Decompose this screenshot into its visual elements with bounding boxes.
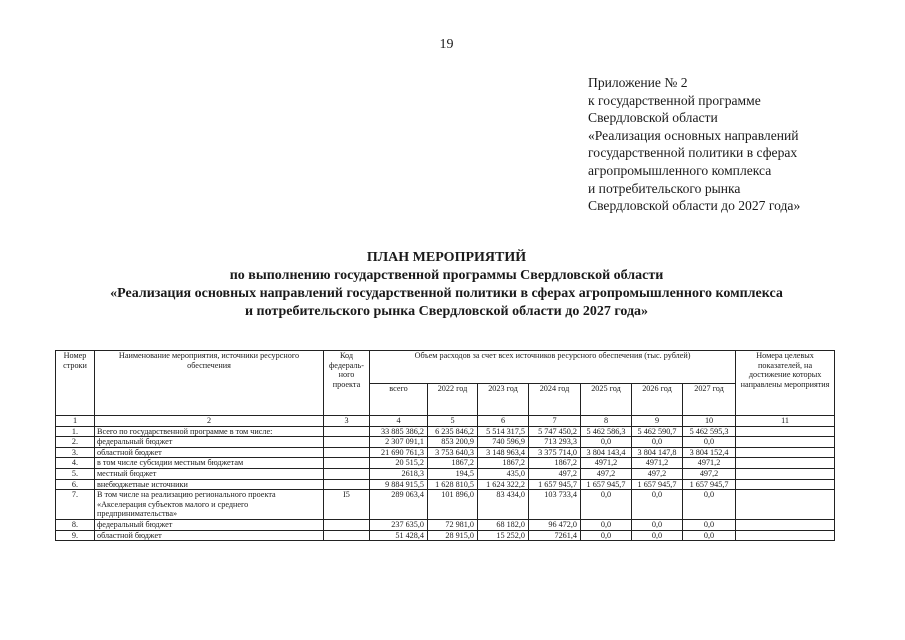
row-value-cell: 0,0	[581, 530, 632, 541]
row-value-cell: 96 472,0	[529, 519, 581, 530]
row-value-cell: 15 252,0	[478, 530, 529, 541]
row-code-cell	[324, 530, 370, 541]
row-code-cell	[324, 468, 370, 479]
plan-table-body	[56, 426, 835, 541]
row-value-cell: 0,0	[632, 530, 683, 541]
column-number: 6	[478, 416, 529, 427]
row-number-cell: 8.	[56, 519, 95, 530]
title-line: по выполнению государственной программы Свердловской области	[229, 268, 664, 283]
row-value-cell: 3 804 152,4	[683, 447, 736, 458]
header-year: 2022 год	[428, 383, 478, 416]
appendix-note	[588, 74, 893, 215]
row-value-cell: 1 657 945,7	[581, 479, 632, 490]
row-total-cell: 33 885 386,2	[370, 426, 428, 437]
header-volume-group: Объем расходов за счет всех источников ресурсного обеспечения (тыс. рублей)	[370, 351, 736, 384]
row-name-cell: федеральный бюджет	[95, 519, 324, 530]
appendix-line: агропромышленного комплекса	[588, 162, 772, 178]
row-value-cell: 83 434,0	[478, 490, 529, 520]
row-targets-cell	[736, 458, 835, 469]
row-targets-cell	[736, 468, 835, 479]
row-targets-cell	[736, 519, 835, 530]
table-row	[56, 530, 835, 541]
row-value-cell: 740 596,9	[478, 437, 529, 448]
row-name-cell: областной бюджет	[95, 530, 324, 541]
row-value-cell: 3 753 640,3	[428, 447, 478, 458]
row-value-cell: 0,0	[581, 490, 632, 520]
row-name-cell: внебюджетные источники	[95, 479, 324, 490]
row-value-cell: 4971,2	[581, 458, 632, 469]
row-value-cell: 0,0	[632, 437, 683, 448]
row-value-cell: 1 657 945,7	[632, 479, 683, 490]
row-value-cell: 68 182,0	[478, 519, 529, 530]
row-value-cell: 72 981,0	[428, 519, 478, 530]
column-number: 3	[324, 416, 370, 427]
column-number: 8	[581, 416, 632, 427]
appendix-line: государственной политики в сферах	[588, 145, 798, 161]
row-number-cell: 7.	[56, 490, 95, 520]
plan-table	[55, 350, 835, 541]
column-number: 5	[428, 416, 478, 427]
table-row	[56, 458, 835, 469]
header-code: Код федераль-ного проекта	[324, 351, 370, 416]
row-value-cell: 1867,2	[529, 458, 581, 469]
row-value-cell: 4971,2	[632, 458, 683, 469]
row-value-cell: 1867,2	[478, 458, 529, 469]
row-value-cell: 497,2	[529, 468, 581, 479]
row-value-cell: 0,0	[683, 490, 736, 520]
header-year: 2026 год	[632, 383, 683, 416]
row-value-cell: 28 915,0	[428, 530, 478, 541]
appendix-line: Свердловской области	[588, 110, 718, 126]
table-row	[56, 468, 835, 479]
row-code-cell	[324, 447, 370, 458]
row-total-cell: 2618,3	[370, 468, 428, 479]
row-value-cell: 0,0	[632, 519, 683, 530]
row-value-cell: 101 896,0	[428, 490, 478, 520]
row-value-cell: 0,0	[581, 437, 632, 448]
row-name-cell: местный бюджет	[95, 468, 324, 479]
header-total: всего	[370, 383, 428, 416]
row-value-cell: 3 148 963,4	[478, 447, 529, 458]
column-number: 4	[370, 416, 428, 427]
table-row	[56, 447, 835, 458]
row-value-cell: 1 657 945,7	[529, 479, 581, 490]
row-number-cell: 6.	[56, 479, 95, 490]
table-row	[56, 479, 835, 490]
row-number-cell: 3.	[56, 447, 95, 458]
row-value-cell: 5 462 590,7	[632, 426, 683, 437]
row-value-cell: 1 657 945,7	[683, 479, 736, 490]
row-value-cell: 3 804 143,4	[581, 447, 632, 458]
row-number-cell: 4.	[56, 458, 95, 469]
column-number: 1	[56, 416, 95, 427]
row-targets-cell	[736, 530, 835, 541]
column-number: 10	[683, 416, 736, 427]
row-targets-cell	[736, 437, 835, 448]
row-value-cell: 0,0	[683, 519, 736, 530]
plan-title	[0, 249, 893, 321]
row-number-cell: 2.	[56, 437, 95, 448]
row-code-cell	[324, 437, 370, 448]
table-row	[56, 490, 835, 520]
row-total-cell: 20 515,2	[370, 458, 428, 469]
title-line: «Реализация основных направлений государственной политики в сферах агропромышленного комплекса	[110, 286, 783, 301]
row-value-cell: 1867,2	[428, 458, 478, 469]
row-value-cell: 497,2	[581, 468, 632, 479]
row-targets-cell	[736, 479, 835, 490]
appendix-line: Приложение № 2	[588, 75, 688, 90]
header-name: Наименование мероприятия, источники ресурсного обеспечения	[95, 351, 324, 416]
row-total-cell: 9 884 915,5	[370, 479, 428, 490]
column-number-row	[56, 416, 835, 427]
title-line: ПЛАН МЕРОПРИЯТИЙ	[366, 250, 527, 265]
row-value-cell: 194,5	[428, 468, 478, 479]
row-value-cell: 4971,2	[683, 458, 736, 469]
row-value-cell: 713 293,3	[529, 437, 581, 448]
row-value-cell: 435,0	[478, 468, 529, 479]
row-name-cell: Всего по государственной программе в том числе:	[95, 426, 324, 437]
row-code-cell	[324, 519, 370, 530]
row-name-cell: В том числе на реализацию регионального проекта «Акселерация субъектов малого и среднего предпринимательства»	[95, 490, 324, 520]
header-targets: Номера целевых показателей, на достижение которых направлены мероприятия	[736, 351, 835, 416]
row-value-cell: 5 747 450,2	[529, 426, 581, 437]
header-row-number: Номер строки	[56, 351, 95, 416]
row-total-cell: 237 635,0	[370, 519, 428, 530]
row-name-cell: областной бюджет	[95, 447, 324, 458]
row-value-cell: 1 628 810,5	[428, 479, 478, 490]
row-value-cell: 5 462 595,3	[683, 426, 736, 437]
row-value-cell: 1 624 322,2	[478, 479, 529, 490]
row-code-cell	[324, 458, 370, 469]
row-value-cell: 497,2	[683, 468, 736, 479]
row-value-cell: 103 733,4	[529, 490, 581, 520]
row-total-cell: 289 063,4	[370, 490, 428, 520]
row-value-cell: 0,0	[683, 437, 736, 448]
row-targets-cell	[736, 426, 835, 437]
page-number: 19	[439, 37, 454, 52]
row-value-cell: 3 804 147,8	[632, 447, 683, 458]
row-number-cell: 1.	[56, 426, 95, 437]
row-number-cell: 9.	[56, 530, 95, 541]
appendix-line: и потребительского рынка	[588, 180, 741, 196]
table-row	[56, 426, 835, 437]
row-value-cell: 6 235 846,2	[428, 426, 478, 437]
row-value-cell: 3 375 714,0	[529, 447, 581, 458]
row-value-cell: 0,0	[683, 530, 736, 541]
column-number: 9	[632, 416, 683, 427]
header-year: 2023 год	[478, 383, 529, 416]
row-value-cell: 7261,4	[529, 530, 581, 541]
row-code-cell: I5	[324, 490, 370, 520]
column-number: 7	[529, 416, 581, 427]
row-targets-cell	[736, 490, 835, 520]
header-year: 2025 год	[581, 383, 632, 416]
row-code-cell	[324, 479, 370, 490]
header-year: 2024 год	[529, 383, 581, 416]
row-value-cell: 853 200,9	[428, 437, 478, 448]
appendix-line: «Реализация основных направлений	[588, 127, 799, 143]
table-row	[56, 519, 835, 530]
row-name-cell: в том числе субсидии местным бюджетам	[95, 458, 324, 469]
row-value-cell: 497,2	[632, 468, 683, 479]
appendix-line: Свердловской области до 2027 года»	[588, 198, 801, 214]
header-year: 2027 год	[683, 383, 736, 416]
row-name-cell: федеральный бюджет	[95, 437, 324, 448]
column-number: 2	[95, 416, 324, 427]
row-value-cell: 5 462 586,3	[581, 426, 632, 437]
row-code-cell	[324, 426, 370, 437]
table-row	[56, 437, 835, 448]
row-total-cell: 21 690 761,3	[370, 447, 428, 458]
appendix-line: к государственной программе	[588, 92, 761, 108]
row-targets-cell	[736, 447, 835, 458]
column-number: 11	[736, 416, 835, 427]
row-number-cell: 5.	[56, 468, 95, 479]
header-row	[56, 351, 835, 384]
row-value-cell: 5 514 317,5	[478, 426, 529, 437]
row-total-cell: 2 307 091,1	[370, 437, 428, 448]
row-total-cell: 51 428,4	[370, 530, 428, 541]
row-value-cell: 0,0	[581, 519, 632, 530]
title-line: и потребительского рынка Свердловской области до 2027 года»	[244, 304, 649, 319]
row-value-cell: 0,0	[632, 490, 683, 520]
